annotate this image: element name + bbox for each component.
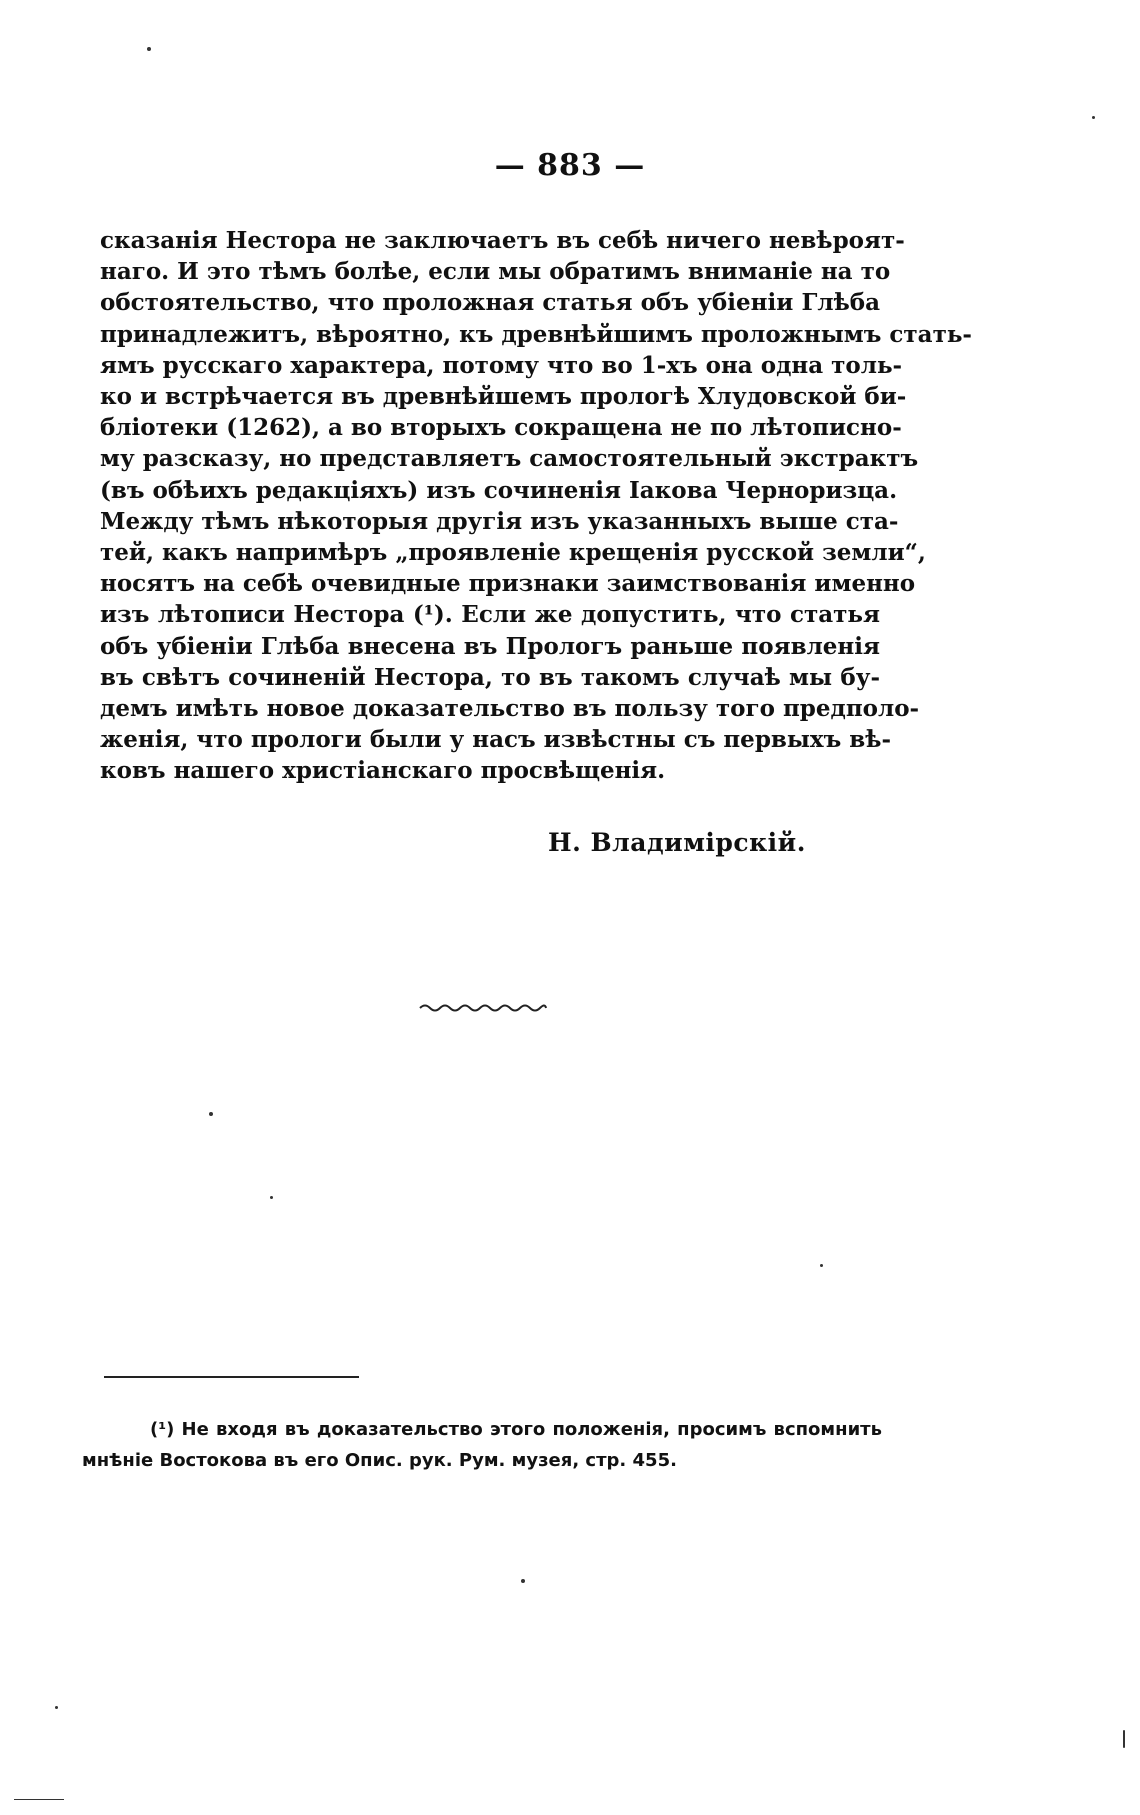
page-number: — 883 — <box>494 148 646 183</box>
scan-speck <box>521 1579 525 1583</box>
text-line: объ убіеніи Глѣба внесена въ Прологъ раньше появленія <box>100 632 880 660</box>
text-line: бліотеки (1262), а во вторыхъ сокращена не по лѣтописно- <box>100 414 902 442</box>
footnote-line: мнѣніе Востокова въ его Опис. рук. Рум. музея, стр. 455. <box>82 1450 677 1471</box>
scan-speck <box>209 1112 213 1116</box>
text-line: Между тѣмъ нѣкоторыя другія изъ указанныхъ выше ста- <box>100 507 899 535</box>
text-line: му разсказу, но представляетъ самостоятельный экстрактъ <box>100 445 919 473</box>
text-line: ко и встрѣчается въ древнѣйшемъ прологѣ Хлудовской би- <box>100 383 907 411</box>
text-line: носятъ на себѣ очевидные признаки заимствованія именно <box>100 570 916 598</box>
text-line: тей, какъ напримѣръ „проявленіе крещенія русской земли“, <box>100 539 926 567</box>
text-line: демъ имѣть новое доказательство въ пользу того предполо- <box>100 695 920 723</box>
text-line: наго. И это тѣмъ болѣе, если мы обратимъ вниманіе на то <box>100 258 891 286</box>
text-line: (въ обѣихъ редакціяхъ) изъ сочиненія Іакова Черноризца. <box>100 476 898 504</box>
text-line: ковъ нашего христіанскаго просвѣщенія. <box>100 757 666 785</box>
text-line: женія, что прологи были у насъ извѣстны съ первыхъ вѣ- <box>100 726 891 754</box>
footnote-rule <box>104 1376 359 1378</box>
footnote-line: (¹) Не входя въ доказательство этого положенія, просимъ вспомнить <box>150 1419 882 1440</box>
scan-speck <box>1092 116 1095 119</box>
text-line: въ свѣтъ сочиненій Нестора, то въ такомъ случаѣ мы бу- <box>100 663 880 691</box>
text-line: принадлежитъ, вѣроятно, къ древнѣйшимъ проложнымъ стать- <box>100 320 972 348</box>
scan-speck <box>14 1799 64 1800</box>
text-line: сказанія Нестора не заключаетъ въ себѣ ничего невѣроят- <box>100 227 905 254</box>
text-line: изъ лѣтописи Нестора (¹). Если же допустить, что статья <box>100 601 880 629</box>
wavy-rule-ornament <box>418 1000 548 1016</box>
scan-speck <box>55 1706 58 1709</box>
scan-speck <box>1123 1730 1125 1748</box>
body-text <box>100 225 972 787</box>
text-line: обстоятельство, что проложная статья объ убіеніи Глѣба <box>100 289 880 317</box>
scan-speck <box>820 1264 823 1267</box>
scan-speck <box>147 47 151 51</box>
footnote <box>82 1414 882 1476</box>
scan-speck <box>270 1196 273 1199</box>
text-line: ямъ русскаго характера, потому что во 1-хъ она одна толь- <box>100 351 903 379</box>
author-signature: Н. Владимірскій. <box>548 828 806 857</box>
